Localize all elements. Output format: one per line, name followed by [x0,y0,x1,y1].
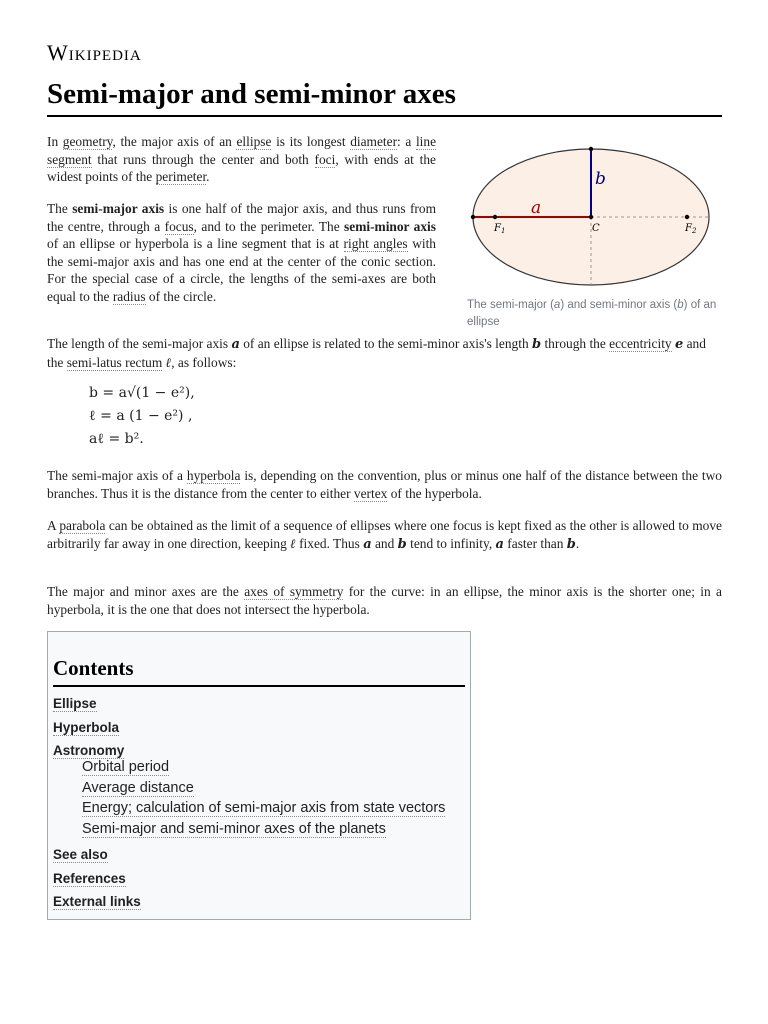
semi-axes-paragraph: The semi-major axis is one half of the major axis, and thus runs from the centre, through a focus, and to the perimeter. The semi-minor axis of an ellipse or hyperbola is a line segment that is at right angles with the semi-major axis and has one end at the center of the conic section. For the special case of a circle, the lengths of the semi-axes are both equal to the radius of the circle. [47,201,437,304]
toc-item-astronomy[interactable]: Astronomy [53,743,125,758]
wikipedia-logo[interactable]: Wikipedia [47,40,142,65]
link-vertex[interactable]: vertex [353,485,388,501]
symmetry-paragraph: The major and minor axes are the axes of symmetry for the curve: in an ellipse, the minor axis is the shorter one; in a hyperbola, it is the one that does not intersect the hyperbola. [47,584,722,617]
link-radius[interactable]: radius [112,288,146,304]
label-f2: $F_2$ [685,223,697,235]
link-line-segment[interactable]: line segment [47,134,437,167]
equation-2: ℓ = a (1 − e²) , [89,408,193,424]
toc-item-see-also[interactable]: See also [53,847,108,862]
link-parabola[interactable]: parabola [59,518,106,533]
equation-3: aℓ = b². [89,431,144,447]
equation-1: b = a√(1 − e²), [89,385,195,401]
link-perimeter[interactable]: perimeter [155,169,207,184]
link-eccentricity[interactable]: eccentricity [609,336,672,351]
relation-paragraph: The length of the semi-major axis a of an ellipse is related to the semi-minor axis's length b through the eccentricity e and the semi-latus rectum ℓ, as follows: [47,336,706,371]
toc-title: Contents [53,656,465,687]
parabola-paragraph: A parabola can be obtained as the limit of a sequence of ellipses where one focus is kept fixed as the other is allowed to move arbitrarily far away in one direction, keeping ℓ fixed. Thus a and b tend to infinity, a faster than b. [47,518,722,552]
link-axes-of-symmetry[interactable]: axes of symmetry [244,584,344,599]
ellipse-diagram [465,142,721,292]
label-c: C [592,223,600,234]
co-vertex-point [589,147,593,151]
link-focus[interactable]: focus [164,218,194,234]
toc-item-average-distance[interactable]: Average distance [82,779,194,796]
focus-1-point [493,215,497,219]
page-title: Semi-major and semi-minor axes [47,78,722,117]
link-ellipse[interactable]: ellipse [236,134,272,149]
table-of-contents [47,631,471,920]
toc-item-energy[interactable]: Energy; calculation of semi-major axis from state vectors [82,800,446,816]
link-hyperbola[interactable]: hyperbola [186,468,241,483]
link-geometry[interactable]: geometry [62,134,113,149]
intro-paragraph: In geometry, the major axis of an ellipse is its longest diameter: a line segment that runs through the center and both foci, with ends at the widest points of the perimeter. [47,134,437,184]
equations-block [89,382,195,451]
link-foci[interactable]: foci [314,151,336,167]
vertex-point [471,215,475,219]
ellipse-figure [465,142,723,331]
link-right-angles[interactable]: right angles [343,236,408,251]
focus-2-point [685,215,689,219]
toc-item-external-links[interactable]: External links [53,894,141,909]
toc-item-references[interactable]: References [53,870,126,886]
link-semi-latus-rectum[interactable]: semi-latus rectum [66,354,163,370]
center-point [589,215,593,219]
toc-item-orbital-period[interactable]: Orbital period [82,759,170,775]
figure-caption: The semi-major (a) and semi-minor axis (b) of an ellipse [467,299,717,328]
toc-list [53,692,445,914]
toc-item-planets[interactable]: Semi-major and semi-minor axes of the planets [82,820,386,837]
link-diameter[interactable]: diameter [350,134,398,149]
toc-item-hyperbola[interactable]: Hyperbola [53,719,120,735]
label-a: a [531,198,542,218]
hyperbola-paragraph: The semi-major axis of a hyperbola is, depending on the convention, plus or minus one half of the distance between the two branches. Thus it is the distance from the center to either vertex of the hyperbola. [47,468,722,501]
toc-item-ellipse[interactable]: Ellipse [53,696,97,711]
label-b: b [595,169,606,189]
label-f1: $F_1$ [494,223,506,235]
